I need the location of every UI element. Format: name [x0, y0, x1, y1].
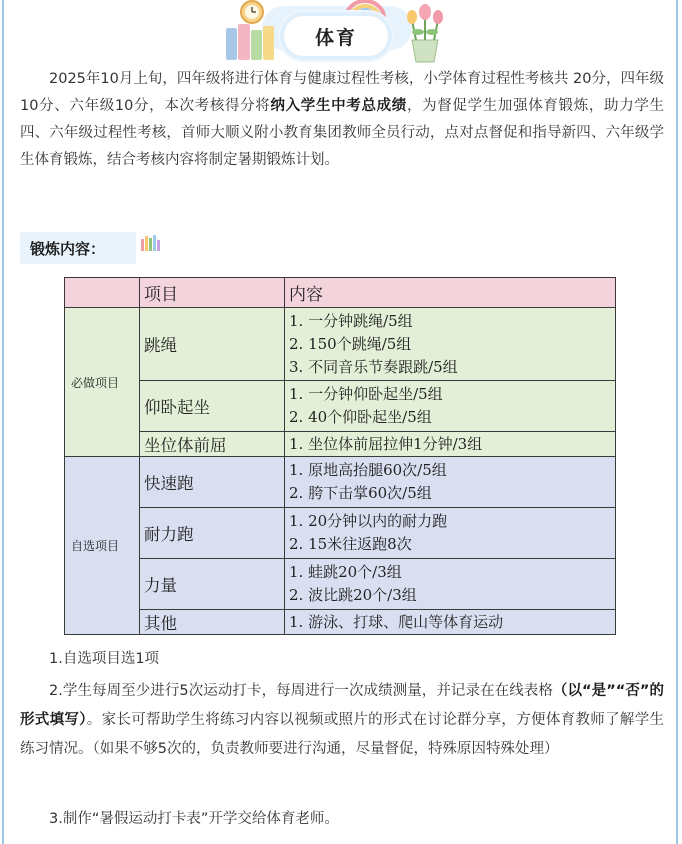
table-row — [65, 432, 616, 457]
intro-paragraph — [20, 66, 664, 174]
page-title: 体育 — [284, 16, 388, 56]
content-line: 1. 一分钟跳绳/5组 — [289, 311, 413, 330]
category-cell: 必做项目 — [65, 308, 140, 457]
content-line: 2. 胯下击掌60次/5组 — [289, 484, 432, 502]
category-cell: 自选项目 — [65, 457, 140, 635]
flower-pot-icon — [402, 0, 448, 64]
item-cell: 其他 — [140, 610, 285, 635]
note-2-text-2: 。家长可帮助学生将练习内容以视频或照片的形式在讨论群分享，方便体育教师了解学生练习情况。（如果不够5次的，负责教师要进行沟通，尽量督促，特殊原因特殊处理） — [20, 712, 665, 757]
content-cell — [285, 610, 616, 635]
note-2-emphasis: （以“是”“否”的形式填写） — [20, 683, 664, 728]
content-line: 2. 40个仰卧起坐/5组 — [289, 408, 432, 426]
content-line: 1. 20分钟以内的耐力跑 — [289, 512, 448, 530]
content-cell — [285, 381, 616, 432]
content-line: 1. 蛙跳20个/3组 — [289, 563, 402, 581]
intro-emphasis: 纳入学生中考总成绩 — [270, 98, 407, 114]
content-cell — [285, 308, 616, 381]
note-1: 1.自选项目选1项 — [49, 651, 160, 667]
colored-books-icon — [140, 233, 164, 251]
item-cell: 仰卧起坐 — [140, 381, 285, 432]
table-header-content: 内容 — [285, 278, 616, 308]
item-cell: 坐位体前屈 — [140, 432, 285, 457]
alarm-clock-icon — [222, 0, 282, 62]
content-cell — [285, 457, 616, 508]
item-cell: 耐力跑 — [140, 508, 285, 559]
content-line: 1. 游泳、打球、爬山等体育运动 — [289, 612, 504, 631]
note-3: 3.制作“暑假运动打卡表”开学交给体育老师。 — [49, 811, 339, 827]
content-line: 2. 150个跳绳/5组 — [289, 334, 412, 353]
note-2-text-1: 2.学生每周至少进行5次运动打卡，每周进行一次成绩测量，并记录在在线表格 — [49, 683, 553, 699]
content-line: 1. 一分钟仰卧起坐/5组 — [289, 385, 443, 403]
table-row — [65, 381, 616, 432]
intro-text-2: ，为督促学生加强体育锻炼，助力学生四、六年级过程性考核，首师大顺义附小教育集团教师全员行动，点对点督促和指导新四、六年级学生体育锻炼，结合考核内容将制定暑期锻炼计划。 — [20, 98, 665, 168]
intro-text-1: 2025年10月上旬，四年级将进行体育与健康过程性考核，小学体育过程性考核共 20分，四年级10分、六年级10分，本次考核得分将 — [20, 71, 664, 114]
content-line: 1. 坐位体前屈拉伸1分钟/3组 — [289, 434, 483, 453]
content-line: 2. 15米往返跑8次 — [289, 535, 412, 553]
table-row — [65, 610, 616, 635]
content-line: 1. 原地高抬腿60次/5组 — [289, 461, 447, 479]
table-row — [65, 508, 616, 559]
table-row — [65, 457, 616, 508]
content-cell — [285, 508, 616, 559]
table-header-category — [65, 278, 140, 308]
content-line: 3. 不同音乐节奏跟跳/5组 — [289, 357, 458, 376]
item-cell: 力量 — [140, 559, 285, 610]
content-line: 2. 波比跳20个/3组 — [289, 586, 417, 604]
table-header-item: 项目 — [140, 278, 285, 308]
item-cell: 快速跑 — [140, 457, 285, 508]
section-heading — [20, 232, 136, 264]
exercise-table — [64, 277, 616, 635]
content-cell — [285, 559, 616, 610]
section-label: 锻炼内容： — [30, 239, 106, 258]
table-header-row — [65, 278, 616, 308]
content-cell — [285, 432, 616, 457]
item-cell: 跳绳 — [140, 308, 285, 381]
table-row — [65, 559, 616, 610]
table-row — [65, 308, 616, 381]
note-2 — [20, 677, 664, 764]
